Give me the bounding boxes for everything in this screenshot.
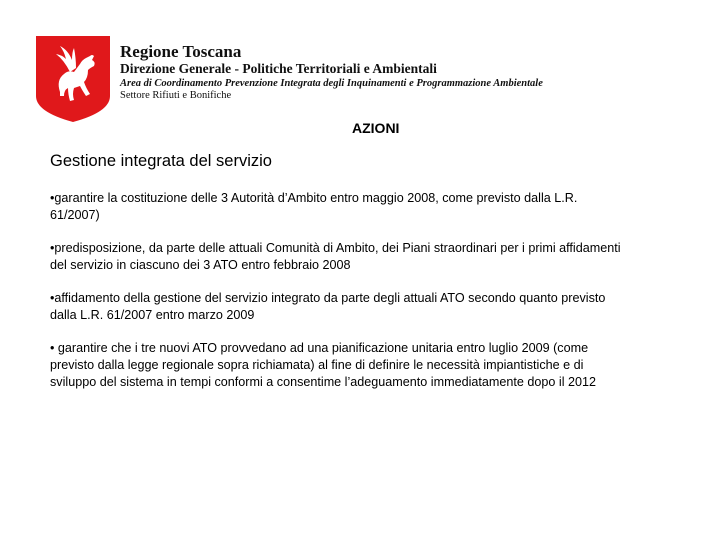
section-heading: Gestione integrata del servizio (50, 152, 272, 170)
regione-toscana-logo (34, 34, 112, 124)
pegasus-icon (34, 34, 112, 124)
bullet-item: •predisposizione, da parte delle attuali Comunità di Ambito, dei Piani straordinari per i primi affidamenti del servizio in ciascuno dei 3 ATO entro febbraio 2008 (50, 241, 621, 272)
department-name: Direzione Generale - Politiche Territoriali e Ambientali (120, 61, 437, 76)
bullet-item: • garantire che i tre nuovi ATO provvedano ad una pianificazione unitaria entro luglio 2009 (come previsto dalla legge regionale sopra richiamata) al fine di definire le necessità impiantistiche e di sviluppo del sistema in tempi conformi a consentime l’adeguamento immediatamente dopo il 2012 (50, 341, 597, 389)
org-name: Regione Toscana (120, 42, 242, 61)
bullet-item: •garantire la costituzione delle 3 Autorità d’Ambito entro maggio 2008, come previsto dalla L.R. 61/2007) (50, 191, 578, 222)
slide-title: AZIONI (352, 120, 400, 136)
sector-name: Settore Rifiuti e Bonifiche (120, 90, 232, 101)
bullet-list (50, 190, 630, 407)
bullet-item: •affidamento della gestione del servizio integrato da parte degli attuali ATO secondo quanto previsto dalla L.R. 61/2007 entro marzo 2009 (50, 291, 606, 322)
area-name: Area di Coordinamento Prevenzione Integrata degli Inquinamenti e Programmazione Ambientale (120, 78, 543, 89)
header (120, 42, 543, 102)
